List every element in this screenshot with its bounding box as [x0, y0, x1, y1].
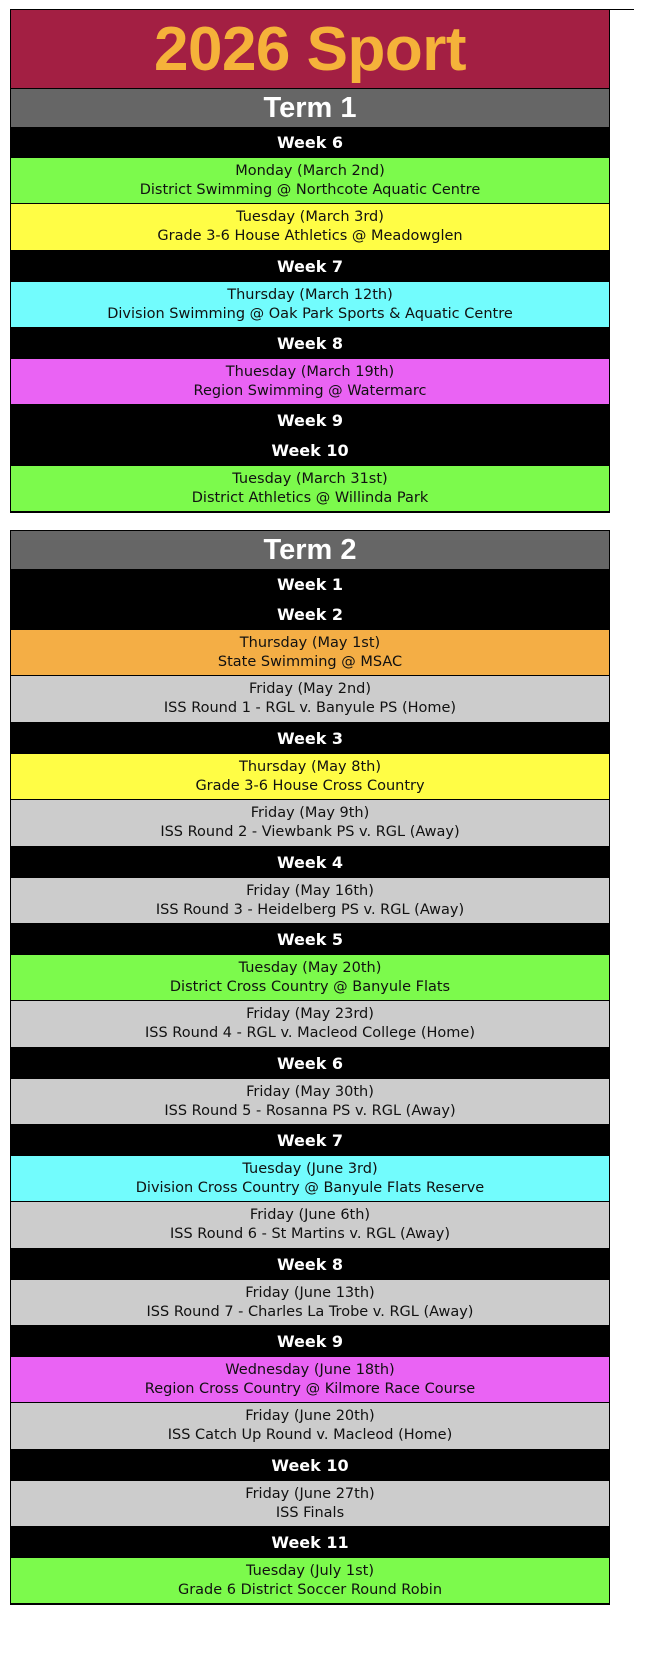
week-header: Week 5	[11, 924, 609, 954]
event-row	[11, 753, 609, 800]
term-heading: Term 1	[11, 89, 609, 127]
week-header: Week 9	[11, 1326, 609, 1356]
event-date: Thursday (March 12th)	[227, 286, 393, 303]
event-date: Friday (May 30th)	[246, 1083, 374, 1100]
week-header: Week 6	[11, 127, 609, 157]
event-date: Thursday (May 8th)	[238, 758, 382, 775]
event-description: ISS Finals	[275, 1504, 345, 1521]
event-date: Tuesday (July 1st)	[245, 1562, 375, 1579]
week-header: Week 2	[11, 599, 609, 629]
term-1-rows	[11, 127, 609, 512]
event-description: ISS Round 7 - Charles La Trobe v. RGL (Away)	[146, 1303, 474, 1320]
event-date: Tuesday (March 31st)	[232, 470, 388, 487]
term-heading: Term 2	[11, 531, 609, 569]
event-description: ISS Round 1 - RGL v. Banyule PS (Home)	[163, 700, 457, 716]
event-description: State Swimming @ MSAC	[217, 653, 403, 670]
event-date: Tuesday (May 20th)	[238, 959, 382, 976]
page-title: 2026 Sport	[11, 10, 609, 89]
event-row	[11, 1279, 609, 1326]
term-2-table	[10, 530, 610, 1605]
event-date: Friday (June 27th)	[245, 1485, 375, 1502]
event-row	[11, 629, 609, 676]
event-date: Wednesday (June 18th)	[225, 1361, 395, 1378]
event-row	[11, 1202, 609, 1249]
event-row	[11, 281, 609, 328]
event-description: Grade 3-6 House Athletics @ Meadowglen	[157, 228, 463, 244]
week-header: Week 4	[11, 847, 609, 877]
event-description: District Swimming @ Northcote Aquatic Centre	[139, 181, 481, 198]
event-date: Friday (May 2nd)	[248, 681, 372, 697]
event-row	[11, 1078, 609, 1125]
event-date: Friday (May 23rd)	[246, 1006, 374, 1022]
week-header: Week 7	[11, 1125, 609, 1155]
week-header: Week 6	[11, 1048, 609, 1078]
event-description: Region Cross Country @ Kilmore Race Course	[144, 1380, 476, 1397]
week-header: Week 8	[11, 328, 609, 358]
event-date: Thuesday (March 19th)	[225, 363, 395, 380]
event-description: ISS Catch Up Round v. Macleod (Home)	[167, 1427, 453, 1443]
event-row	[11, 1001, 609, 1048]
event-date: Friday (May 9th)	[250, 805, 370, 821]
event-date: Friday (June 6th)	[249, 1207, 371, 1223]
event-row	[11, 800, 609, 847]
week-header: Week 11	[11, 1527, 609, 1557]
event-date: Monday (March 2nd)	[235, 162, 385, 179]
event-description: Grade 6 District Soccer Round Robin	[177, 1581, 443, 1598]
event-description: Grade 3-6 House Cross Country	[195, 777, 425, 794]
event-description: ISS Round 6 - St Martins v. RGL (Away)	[169, 1226, 451, 1242]
term-1-table	[10, 9, 610, 513]
event-description: District Cross Country @ Banyule Flats	[169, 978, 451, 995]
event-description: Region Swimming @ Watermarc	[193, 382, 427, 399]
event-row	[11, 954, 609, 1001]
event-description: Division Cross Country @ Banyule Flats Reserve	[135, 1179, 485, 1196]
event-row	[11, 358, 609, 405]
event-row	[11, 1557, 609, 1604]
week-header: Week 9	[11, 405, 609, 435]
event-row	[11, 1155, 609, 1202]
event-date: Tuesday (June 3rd)	[242, 1160, 378, 1177]
term-2-rows	[11, 569, 609, 1604]
event-date: Tuesday (March 3rd)	[236, 209, 384, 225]
event-date: Friday (May 16th)	[246, 882, 374, 899]
event-row	[11, 465, 609, 512]
event-description: District Athletics @ Willinda Park	[191, 489, 429, 506]
event-description: ISS Round 3 - Heidelberg PS v. RGL (Away)	[155, 901, 465, 918]
week-header: Week 7	[11, 251, 609, 281]
event-row	[11, 676, 609, 723]
event-row	[11, 1403, 609, 1450]
week-header: Week 1	[11, 569, 609, 599]
event-date: Thursday (May 1st)	[239, 634, 381, 651]
event-row	[11, 877, 609, 924]
week-header: Week 10	[11, 435, 609, 465]
week-header: Week 10	[11, 1450, 609, 1480]
event-description: ISS Round 2 - Viewbank PS v. RGL (Away)	[160, 824, 460, 840]
week-header: Week 3	[11, 723, 609, 753]
event-date: Friday (June 20th)	[245, 1408, 375, 1424]
event-description: ISS Round 5 - Rosanna PS v. RGL (Away)	[164, 1102, 456, 1119]
event-description: Division Swimming @ Oak Park Sports & Aquatic Centre	[107, 305, 513, 322]
event-row	[11, 204, 609, 251]
event-row	[11, 1356, 609, 1403]
event-row	[11, 1480, 609, 1527]
event-description: ISS Round 4 - RGL v. Macleod College (Home)	[145, 1025, 475, 1041]
event-row	[11, 157, 609, 204]
corner-rule	[610, 9, 634, 10]
week-header: Week 8	[11, 1249, 609, 1279]
event-date: Friday (June 13th)	[245, 1284, 375, 1301]
